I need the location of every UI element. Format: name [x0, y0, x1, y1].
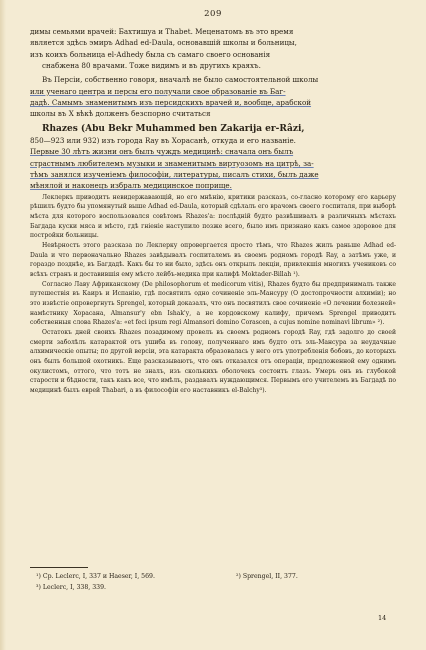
small-print-section [30, 193, 396, 396]
page-number: 209 [204, 9, 222, 19]
text-line [30, 180, 396, 191]
main-text [30, 26, 396, 192]
small-paragraph: Согласно Лаву Африканскому (De philosophorum et medicorum vitis), Rhazes будто бы предпринималъ также путешествія въ Каиръ и Испанію, гдѣ посвятилъ одно сочиненіе эль-Мансуру (О достопрочности алхиміи); но это извѣстіе опровергнуть Sprengel, который доказалъ, что онъ посвятилъ свое сочиненіе «О лечении болезней» намѣстнику Хорасана, Almansur'у ebn Ishak'у, а не кордовскому калифу, причемъ Sprengel приводитъ собственныя слова Rhazes'а: «et feci ipsum regi Almansori domino Corascen, a cujus nomine nominavi librum» ²). [30, 280, 396, 327]
text-line: является здѣсь эмиръ Adhad ed-Daula, основавшій школы и больницы, [30, 38, 297, 48]
text-line: 850—923 или 932) изъ города Rаy въ Хорасанѣ, откуда и его названіе. [30, 136, 296, 146]
page-body [30, 26, 396, 396]
text-line: школы въ X вѣкѣ долженъ безспорно считаться [30, 109, 211, 119]
small-paragraph: Невѣрностъ этого разсказа по Леклерку опровергается просто тѣмъ, что Rhazes жилъ раньше Adhad ed-Daula и что первоначально Rhazes завѣдывалъ госпиталемъ въ своемъ родномъ городѣ Rаy, а затѣмъ уже, и гораздо позднѣе, въ Багдадѣ. Какъ бы то ни было, здѣсь онъ открылъ лекціи, привлекшія многихъ учениковъ со всѣхъ странъ и доставившія ему мѣсто лейбъ-медика при калифѣ Moktader-Billah ¹). [30, 242, 396, 279]
small-paragraph: Леклеркъ приводитъ невидержавающій, но его мнѣнію, критики разсказъ, со-гласно которому его карьеру рѣшилъ будто бы упомянутый выше Adhad ed-Daula, который сдѣлалъ его врачомъ своего госпиталя, при выборѣ мѣста для которого воспользовался совѣтомъ Rhazes'а: послѣдній будто развѣшивалъ в различныхъ мѣстахъ Багдада куски мяса и мѣсто, гдѣ гніеніе наступило позже всего, было имъ признано какъ самое здоровое для постройки больницы. [30, 193, 396, 240]
underlined-text: Первые 30 лѣтъ жизни онъ былъ чуждъ медицинѣ: сначала онъ былъ [30, 147, 294, 157]
text-line: димы семьями врачей: Бахтишуа и Thabet. Меценатомъ въ это время [30, 27, 294, 36]
underlined-text: страстнымъ любителемъ музыки и знаменитымъ виртуозомъ на цитрѣ, за- [30, 158, 314, 168]
text-line [30, 86, 396, 97]
text-line [30, 169, 396, 180]
underlined-text: тѣмъ занялся изученіемъ философіи, литературы, писалъ стихи, былъ даже [30, 170, 319, 180]
small-paragraph: Остатокъ дней своихъ Rhazes позадимому провелъ въ своемъ родномъ городѣ Rаy, гдѣ задолго до своей смерти заболѣлъ катарактой отъ ушиба въ голову, полученнаго имъ будто отъ эль-Мансура за неудачные алхимическіе опыты; по другой версіи, эта катаракта образовалась у него отъ употребленія бобовъ, до которыхъ онъ былъ большой охотникъ. Еще разсказываютъ, что онъ отказался отъ операціи, предложенной ему однимъ окулистомъ, оттого, что тотъ не зналъ, изъ сколькихъ оболочекъ состоитъ глазъ. Умеръ онъ въ глубокой старости и бѣдности, такъ какъ все, что имѣлъ, раздавалъ нуждающимся. Первымъ его учителемъ въ Багдадѣ по медицинѣ былъ еврей Thabari, а въ философіи его наставникъ el-Balchy³). [30, 329, 396, 394]
footnote-rule [30, 567, 88, 568]
page-edge-shadow [0, 0, 6, 650]
rhazes-name: Rhazes (Abu Bekr Muhammed ben Zakarija er-Râzi, [42, 123, 305, 134]
footnote: ³) Leclerc, I, 338, 339. [36, 584, 106, 591]
signature-mark: 14 [378, 614, 387, 622]
footnote: ²) Sprengel, II, 377. [236, 573, 298, 580]
text-line: снабжена 80 врачами. Тоже видимъ и въ другихъ краяхъ. [42, 61, 261, 71]
text-line [30, 146, 396, 157]
underlined-text: дадѣ. Самымъ знаменитымъ изъ персидскихъ врачей и, вообще, арабской [30, 98, 312, 108]
rhazes-heading-line [30, 123, 396, 135]
underlined-text: или ученаго центра и персы его получали свое образованіе въ Баг- [30, 86, 286, 96]
footnote: ¹) Cp. Leclerc, I, 337 и Haeser, I, 569. [36, 573, 155, 580]
text-line: изъ коихъ больница el-Adhedy была съ самаго своего основанія [30, 49, 271, 59]
footnote-line [36, 583, 396, 592]
footnote-line [36, 572, 396, 581]
underlined-text: мѣнялой и наконецъ избралъ медицинское поприще. [30, 181, 232, 191]
text-line [30, 158, 396, 169]
text-line: Въ Персіи, собственно говоря, вначалѣ не было самостоятельной школы [42, 75, 319, 85]
text-line [30, 97, 396, 108]
